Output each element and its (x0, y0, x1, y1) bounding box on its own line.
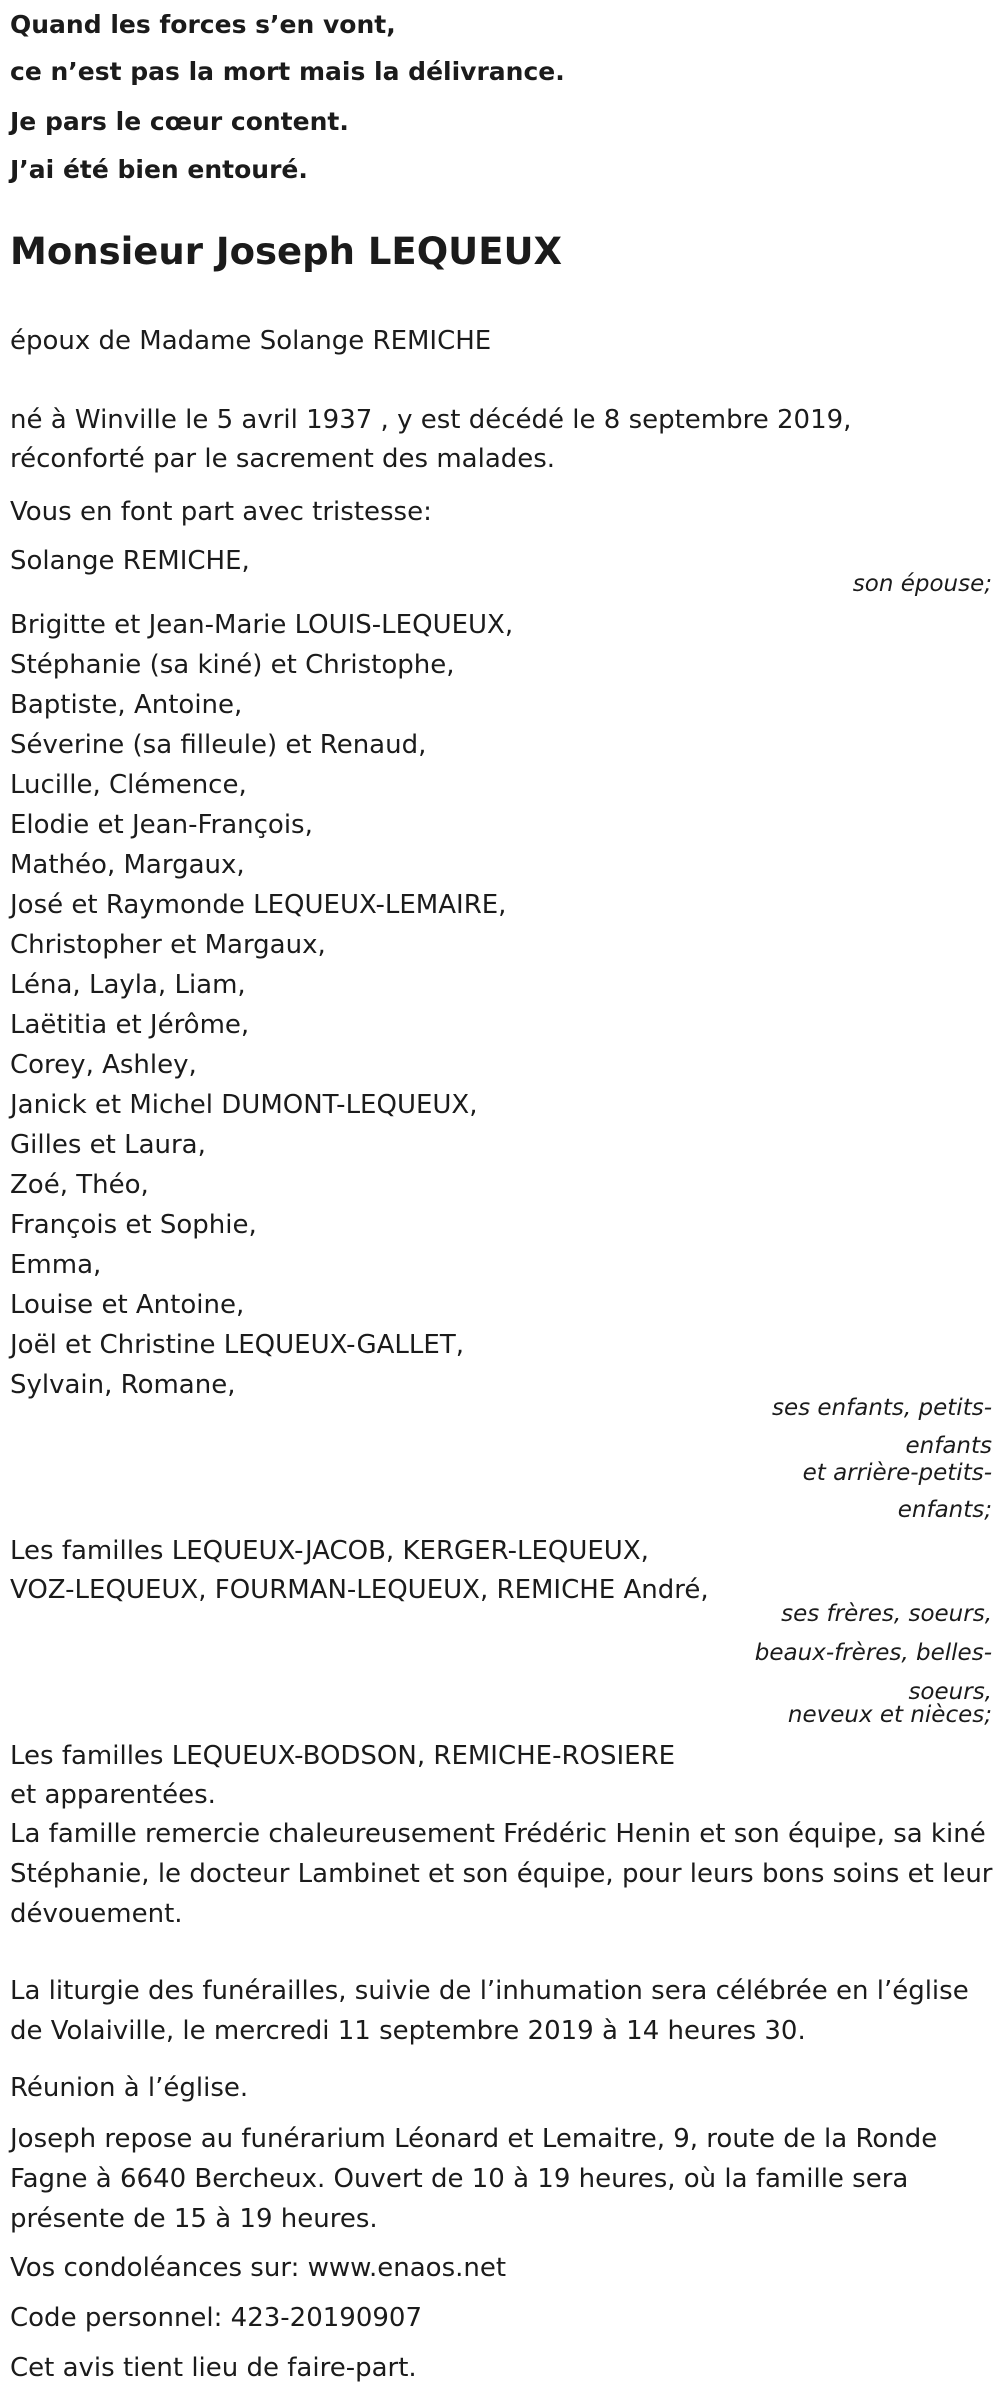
list-item: Stéphanie (sa kiné) et Christophe, (10, 650, 455, 680)
poem-line: Je pars le cœur content. (10, 107, 349, 136)
list-item: Louise et Antoine, (10, 1290, 245, 1320)
list-item: Séverine (sa filleule) et Renaud, (10, 730, 427, 760)
list-item: Léna, Layla, Liam, (10, 970, 246, 1000)
closing-line: Cet avis tient lieu de faire-part. (10, 2353, 417, 2383)
families-line: Les familles LEQUEUX-BODSON, REMICHE-ROSIERE (10, 1741, 676, 1771)
children-relation-line: enfants; (897, 1497, 992, 1523)
liturgy-paragraph: La liturgie des funérailles, suivie de l’inhumation sera célébrée en l’église de Volaiville, le mercredi 11 septembre 2019 à 14 heures 30. (10, 1976, 969, 2046)
birth-death-line: né à Winville le 5 avril 1937 , y est décédé le 8 septembre 2019, (10, 405, 852, 435)
list-item: Gilles et Laura, (10, 1130, 206, 1160)
list-item: Mathéo, Margaux, (10, 850, 245, 880)
list-item: Joël et Christine LEQUEUX-GALLET, (10, 1330, 464, 1360)
siblings-relation-line: soeurs, (908, 1679, 992, 1705)
announce-intro: Vous en font part avec tristesse: (10, 497, 432, 527)
funerarium-paragraph: Joseph repose au funérarium Léonard et Lemaitre, 9, route de la Ronde Fagne à 6640 Bercheux. Ouvert de 10 à 19 heures, où la famille sera présente de 15 à 19 heures. (10, 2124, 938, 2234)
list-item: Christopher et Margaux, (10, 930, 326, 960)
list-item: Laëtitia et Jérôme, (10, 1010, 250, 1040)
children-relation-line: et arrière-petits- (802, 1460, 992, 1486)
list-item: Baptiste, Antoine, (10, 690, 243, 720)
list-item: François et Sophie, (10, 1210, 257, 1240)
deceased-name: Monsieur Joseph LEQUEUX (10, 230, 563, 273)
list-item: José et Raymonde LEQUEUX-LEMAIRE, (10, 890, 507, 920)
families-line: et apparentées. (10, 1780, 216, 1810)
spouse-relation: son épouse; (852, 571, 992, 597)
poem-line: J’ai été bien entouré. (10, 155, 308, 184)
siblings-relation-line: neveux et nièces; (787, 1702, 992, 1728)
list-item: Corey, Ashley, (10, 1050, 197, 1080)
poem-line: Quand les forces s’en vont, (10, 10, 396, 39)
siblings-line: Les familles LEQUEUX-JACOB, KERGER-LEQUEUX, (10, 1536, 649, 1566)
list-item: Emma, (10, 1250, 102, 1280)
siblings-line: VOZ-LEQUEUX, FOURMAN-LEQUEUX, REMICHE André, (10, 1575, 709, 1605)
condolences-line: Vos condoléances sur: www.enaos.net (10, 2253, 507, 2283)
spouse-line: époux de Madame Solange REMICHE (10, 326, 492, 356)
siblings-relation-line: beaux-frères, belles- (754, 1640, 992, 1666)
children-relation-line: enfants (905, 1433, 992, 1459)
list-item: Sylvain, Romane, (10, 1370, 236, 1400)
list-item: Janick et Michel DUMONT-LEQUEUX, (10, 1090, 478, 1120)
children-list (10, 605, 513, 1405)
siblings-relation-line: ses frères, soeurs, (781, 1601, 992, 1627)
poem-line: ce n’est pas la mort mais la délivrance. (10, 57, 565, 86)
birth-death-line: réconforté par le sacrement des malades. (10, 444, 556, 474)
code-line: Code personnel: 423-20190907 (10, 2303, 423, 2333)
list-item: Brigitte et Jean-Marie LOUIS-LEQUEUX, (10, 610, 514, 640)
list-item: Elodie et Jean-François, (10, 810, 313, 840)
spouse-name: Solange REMICHE, (10, 546, 250, 576)
reunion-line: Réunion à l’église. (10, 2073, 249, 2103)
list-item: Lucille, Clémence, (10, 770, 247, 800)
thanks-paragraph: La famille remercie chaleureusement Frédéric Henin et son équipe, sa kiné Stéphanie, le docteur Lambinet et son équipe, pour leurs bons soins et leur dévouement. (10, 1819, 993, 1929)
children-relation-line: ses enfants, petits- (771, 1395, 992, 1421)
list-item: Zoé, Théo, (10, 1170, 149, 1200)
